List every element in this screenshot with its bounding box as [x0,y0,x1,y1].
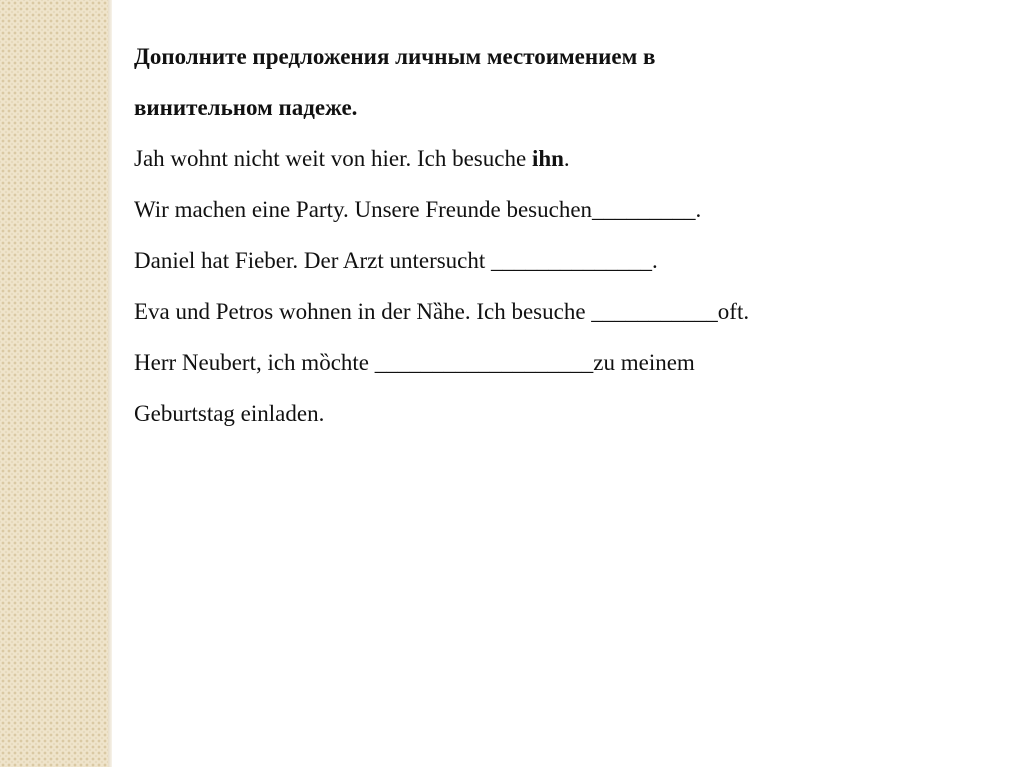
sentence-5-line-1: Herr Neubert, ich mȍchte ___________________zu meinem [134,350,695,375]
sentence-1-text: Jah wohnt nicht weit von hier. Ich besuche [134,146,532,171]
exercise-content [134,40,994,448]
sentence-1 [134,142,994,193]
sentence-4: Eva und Petros wohnen in der Nȁhe. Ich besuche ___________oft. [134,299,750,324]
sentence-1-end: . [563,146,570,171]
sentence-5-line-2: Geburtstag einladen. [134,401,325,426]
exercise-heading-line-1: Дополните предложения личным местоимением в [134,44,656,69]
sentence-2: Wir machen eine Party. Unsere Freunde besuchen_________. [134,197,702,222]
sentence-3: Daniel hat Fieber. Der Arzt untersucht ______________. [134,248,658,273]
exercise-heading-line-2: винительном падеже. [134,95,358,120]
decorative-side-band [0,0,108,767]
sentence-1-answer: ihn [531,146,564,171]
side-band-edge [108,0,112,767]
